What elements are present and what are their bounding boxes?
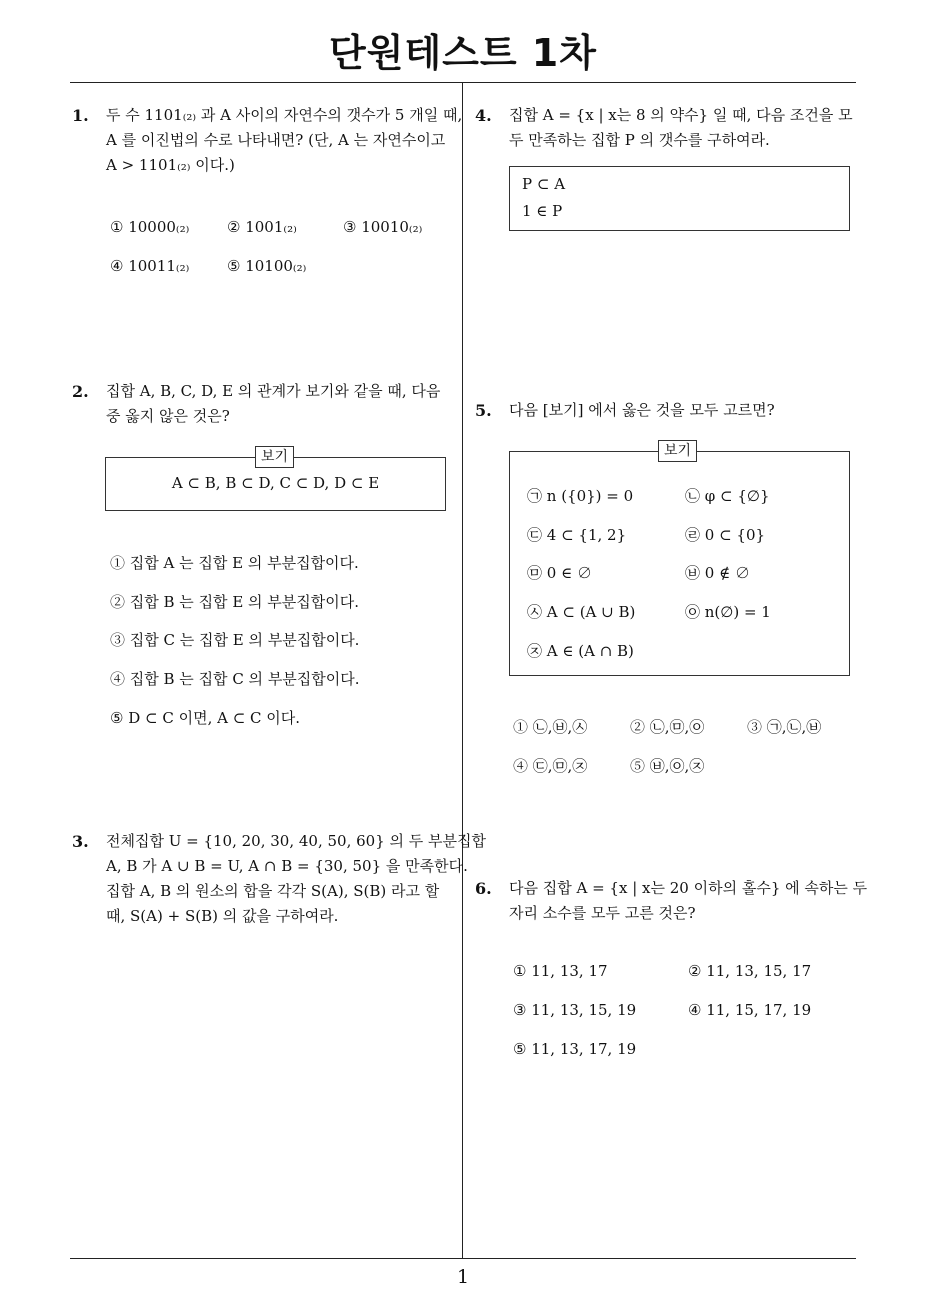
question-line: A, B 가 A ∪ B = U, A ∩ B = {30, 50} 을 만족한다. [106,857,468,875]
condition-line: 1 ∈ P [522,202,563,220]
example-item: ㉤ 0 ∈ ∅ [527,564,592,582]
example-item: ㉠ n ({0}) = 0 [527,487,634,505]
question-line: 집합 A = {x | x는 8 의 약수} 일 때, 다음 조건을 모 [509,106,853,124]
question-text [106,379,456,429]
question-line: 집합 A, B 의 원소의 합을 각각 S(A), S(B) 라고 할 [106,882,440,900]
answer-option[interactable]: ② 11, 13, 15, 17 [688,962,812,980]
page-number: 1 [456,1266,470,1288]
answer-option[interactable]: ⑤ 11, 13, 17, 19 [513,1040,637,1058]
example-item: ㉧ n(∅) = 1 [685,603,771,621]
question-line: 두 수 1101₍₂₎ 과 A 사이의 자연수의 갯수가 5 개일 때, [106,106,463,124]
answer-option[interactable]: ② 1001₍₂₎ [227,218,297,236]
header-rule [70,82,856,83]
answer-option[interactable]: ③ 11, 13, 15, 19 [513,1001,637,1019]
question-line: 때, S(A) + S(B) 의 값을 구하여라. [106,907,339,925]
example-item: ㉦ A ⊂ (A ∪ B) [527,603,636,621]
question-line: 다음 집합 A = {x | x는 20 이하의 홀수} 에 속하는 두 [509,879,868,897]
question-text [509,398,859,423]
example-item: ㉢ 4 ⊂ {1, 2} [527,526,627,544]
condition-line: P ⊂ A [522,175,566,193]
example-box-text: A ⊂ B, B ⊂ D, C ⊂ D, D ⊂ E [171,474,380,492]
answer-option[interactable]: ④ 11, 15, 17, 19 [688,1001,812,1019]
answer-option[interactable]: ③ 10010₍₂₎ [343,218,423,236]
example-item: ㉣ 0 ⊂ {0} [685,526,766,544]
example-item: ㉡ φ ⊂ {∅} [685,487,770,505]
answer-option[interactable]: ② 집합 B 는 집합 E 의 부분집합이다. [110,593,359,611]
question-number: 4. [475,106,492,125]
column-divider [462,83,463,1259]
question-line: 중 옳지 않은 것은? [106,407,230,425]
answer-option[interactable]: ④ ㉢,㉤,㉨ [513,757,588,775]
question-number: 5. [475,401,492,420]
answer-option[interactable]: ① 11, 13, 17 [513,962,608,980]
example-item: ㉨ A ∈ (A ∩ B) [527,642,634,660]
question-text [106,829,487,929]
answer-option[interactable]: ⑤ ㉥,㉧,㉨ [630,757,705,775]
example-item: ㉥ 0 ∉ ∅ [685,564,750,582]
question-line: 두 만족하는 집합 P 의 갯수를 구하여라. [509,131,770,149]
answer-option[interactable]: ⑤ D ⊂ C 이면, A ⊂ C 이다. [110,709,301,727]
answer-option[interactable]: ① 10000₍₂₎ [110,218,190,236]
answer-option[interactable]: ① ㉡,㉥,㉦ [513,718,588,736]
question-number: 1. [72,106,89,125]
page-title: 단원테스트 1차 [329,31,597,75]
answer-option[interactable]: ④ 집합 B 는 집합 C 의 부분집합이다. [110,670,360,688]
answer-option[interactable]: ④ 10011₍₂₎ [110,257,190,275]
question-line: 전체집합 U = {10, 20, 30, 40, 50, 60} 의 두 부분집합 [106,832,487,850]
question-line: A 를 이진법의 수로 나타내면? (단, A 는 자연수이고 [106,131,446,149]
answer-option[interactable]: ② ㉡,㉤,㉧ [630,718,705,736]
example-box-tag: 보기 [255,446,294,468]
question-line: 자리 소수를 모두 고른 것은? [509,904,696,922]
question-text [509,103,859,153]
answer-option[interactable]: ③ ㉠,㉡,㉥ [747,718,822,736]
question-text [509,876,868,926]
question-line: A > 1101₍₂₎ 이다.) [106,156,235,174]
question-line: 다음 [보기] 에서 옳은 것을 모두 고르면? [509,401,775,419]
question-number: 6. [475,879,492,898]
question-number: 2. [72,382,89,401]
question-text [106,103,463,178]
footer-rule [70,1258,856,1259]
answer-option[interactable]: ⑤ 10100₍₂₎ [227,257,307,275]
example-box-tag: 보기 [658,440,697,462]
answer-option[interactable]: ③ 집합 C 는 집합 E 의 부분집합이다. [110,631,360,649]
question-number: 3. [72,832,89,851]
question-line: 집합 A, B, C, D, E 의 관계가 보기와 같을 때, 다음 [106,382,441,400]
answer-option[interactable]: ① 집합 A 는 집합 E 의 부분집합이다. [110,554,359,572]
